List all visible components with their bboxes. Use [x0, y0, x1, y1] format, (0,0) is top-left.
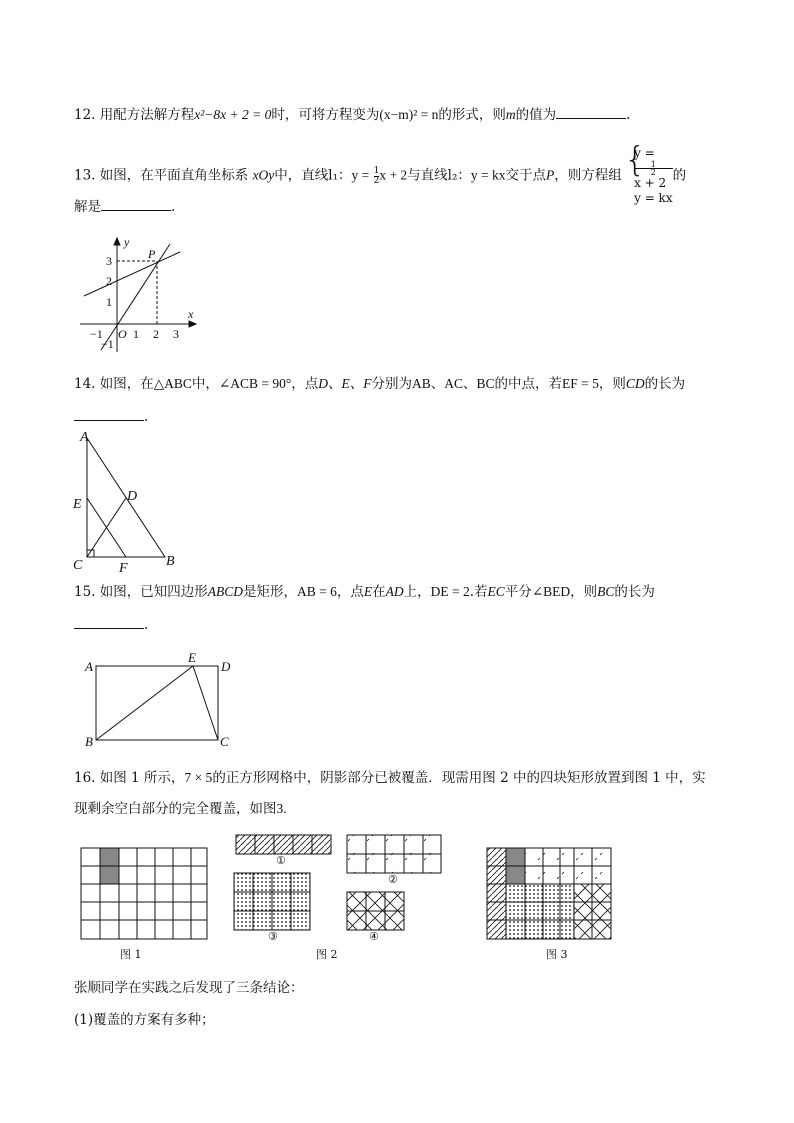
q15-angle: ∠BED [531, 584, 571, 599]
figure-2-piece-4 [347, 892, 404, 930]
figure-2-piece-2 [347, 835, 441, 873]
label-e: E [73, 497, 82, 512]
q16-line1-suffix: 的正方形网格中，阴影部分已被覆盖．现需用图 2 中的四块矩形放置到图 1 中，实 [212, 770, 706, 786]
label-f: F [119, 561, 128, 576]
q15-end: 的长为 [614, 584, 655, 600]
q13-sys-row1 [634, 146, 673, 191]
q14-pts: D、E、F [318, 376, 372, 391]
q12-equation: x²−8x + 2 = 0 [194, 107, 272, 122]
q14-prefix: 14. 如图，在 [74, 376, 154, 392]
q12-period: . [626, 107, 631, 123]
q14-cd: CD [625, 376, 645, 391]
label-d: D [221, 659, 231, 674]
q15-rectangle-figure [82, 650, 242, 750]
q14-mid3: 分别为 [371, 376, 412, 392]
q15-mid2: ，点 [336, 584, 364, 600]
q14-mid2: ，点 [291, 376, 319, 392]
question-15 [74, 582, 655, 602]
q13-l2: y = kx [470, 167, 506, 183]
x-tick-2: 2 [153, 327, 159, 341]
label-a: A [80, 430, 89, 445]
q16-conclusion-intro: 张顺同学在实践之后发现了三条结论： [74, 980, 304, 996]
q13-sys-row2: y = kx [634, 191, 673, 205]
question-16-line2 [74, 799, 287, 819]
q14-triangle-figure [70, 426, 190, 576]
q15-e: E [363, 584, 373, 599]
q12-prefix: 12. 用配方法解方程 [74, 107, 195, 123]
q13-mid2: 与直线l₂： [407, 167, 471, 184]
figure-1-caption: 图 1 [120, 948, 142, 961]
q12-answer-blank[interactable] [556, 104, 626, 119]
x-axis-arrow [189, 321, 196, 327]
x-tick-3: 3 [173, 327, 179, 341]
figure-2-piece-3 [234, 873, 310, 930]
q15-bc: BC [597, 584, 615, 599]
label-a: A [85, 659, 93, 674]
q15-mid7: ，则 [570, 584, 598, 600]
q12-mid: 时，可将方程变为 [271, 107, 380, 123]
q13-answer-blank[interactable] [101, 196, 171, 211]
label-b: B [85, 734, 93, 749]
label-b: B [166, 554, 175, 569]
graph-y-label: y [124, 235, 130, 249]
segment-be [96, 666, 193, 740]
question-14 [74, 374, 685, 394]
q16-grid-size: 7 × 5 [184, 770, 213, 785]
y-tick-1: 1 [106, 295, 112, 309]
l1-line [84, 252, 180, 296]
question-16 [74, 768, 706, 788]
question-14-line2 [74, 406, 148, 427]
segment-ec [193, 666, 218, 740]
q14-sides: AB、AC、BC [412, 376, 495, 391]
q15-quad: ABCD [207, 584, 244, 599]
figure-1-grid [81, 848, 207, 939]
q13-point: P [546, 167, 555, 183]
piece-label-4: ④ [369, 930, 379, 943]
q14-tri: △ABC [153, 376, 192, 391]
figure-3-grid [487, 848, 611, 939]
question-13-line2 [74, 196, 175, 217]
q13-l1-right: x + 2 [379, 167, 408, 183]
figure-2-piece-1 [236, 835, 331, 854]
q16-line2-fig: 3. [276, 801, 287, 816]
q13-mid4: ，则方程组 [554, 167, 622, 184]
q15-mid4: 上， [403, 584, 431, 600]
figure-3-caption: 图 3 [546, 948, 568, 961]
q15-ab: AB = 6 [297, 584, 337, 599]
q14-mid4: 的中点，若 [494, 376, 563, 392]
x-tick-neg1: −1 [90, 327, 103, 341]
q15-prefix: 15. 如图，已知四边形 [74, 584, 208, 600]
y-tick-2: 2 [106, 274, 112, 288]
q13-mid1: 中，直线l₁： [274, 167, 352, 184]
q13-line2: 解是 [74, 199, 101, 215]
graph-origin-label: O [118, 327, 127, 341]
q16-line2-prefix: 现剩余空白部分的完全覆盖，如图 [74, 801, 277, 817]
q12-end: 的值为 [515, 107, 557, 123]
q15-ad: AD [385, 584, 404, 599]
q13-l1-left: y = [351, 167, 370, 183]
q13-coord: xOy [252, 167, 275, 183]
q15-de: DE = 2 [430, 584, 470, 599]
q14-angle: ∠ACB = 90° [218, 376, 292, 391]
label-d: D [127, 489, 138, 504]
label-c: C [73, 558, 83, 573]
q15-ec: EC [487, 584, 505, 599]
piece-label-3: ③ [268, 930, 278, 943]
q15-mid3: 在 [372, 584, 386, 600]
q13-sys-frac [634, 161, 673, 176]
figure-2-caption: 图 2 [316, 948, 338, 961]
question-12 [74, 104, 630, 125]
q13-sys-frac-num: 1 [634, 161, 673, 169]
q14-ef: EF = 5 [562, 376, 599, 391]
label-c: C [220, 734, 229, 749]
q13-sys-frac-den: 2 [650, 168, 656, 177]
q15-mid6: 平分 [504, 584, 532, 600]
q14-end: 的长为 [644, 376, 686, 392]
graph-x-label: x [188, 307, 194, 321]
graph-p-label: P [148, 247, 156, 261]
q13-mid3: 交于点 [505, 167, 547, 184]
q13-l1-frac-num: 1 [373, 165, 380, 176]
q14-mid5: ，则 [598, 376, 626, 392]
label-e: E [188, 650, 196, 665]
q12-form: (x−m)² = n [379, 107, 439, 122]
q15-period: . [144, 617, 149, 633]
y-tick-neg1: −1 [101, 337, 114, 351]
q13-sys-row1-right: x + 2 [634, 176, 667, 190]
piece-label-2: ② [388, 873, 398, 886]
q13-equation-system [626, 146, 673, 206]
q14-mid1: 中， [191, 376, 219, 392]
q13-l1-frac-den: 2 [373, 175, 380, 186]
q13-period: . [171, 199, 176, 215]
q15-answer-blank[interactable] [74, 614, 144, 629]
x-tick-1: 1 [133, 327, 139, 341]
y-axis-arrow [114, 238, 120, 245]
q13-prefix: 13. 如图，在平面直角坐标系 [74, 167, 249, 184]
q14-answer-blank[interactable] [74, 406, 144, 421]
question-15-line2 [74, 614, 148, 635]
q15-mid1: 是矩形， [243, 584, 298, 600]
y-tick-3: 3 [106, 254, 112, 268]
piece-label-1: ① [276, 854, 286, 867]
rectangle-abcd [96, 666, 218, 740]
q16-line1-prefix: 16. 如图 1 所示， [74, 770, 185, 786]
q12-suffix: 的形式，则 [438, 107, 506, 123]
q13-sys-row1-left: { y = [634, 146, 655, 160]
q15-mid5: .若 [469, 584, 488, 600]
q12-var: m [505, 107, 516, 122]
q13-end: 的 [672, 167, 687, 184]
q14-period: . [144, 409, 149, 425]
q13-coordinate-graph [76, 232, 206, 354]
q16-conclusion-1: (1)覆盖的方案有多种； [74, 1012, 215, 1028]
